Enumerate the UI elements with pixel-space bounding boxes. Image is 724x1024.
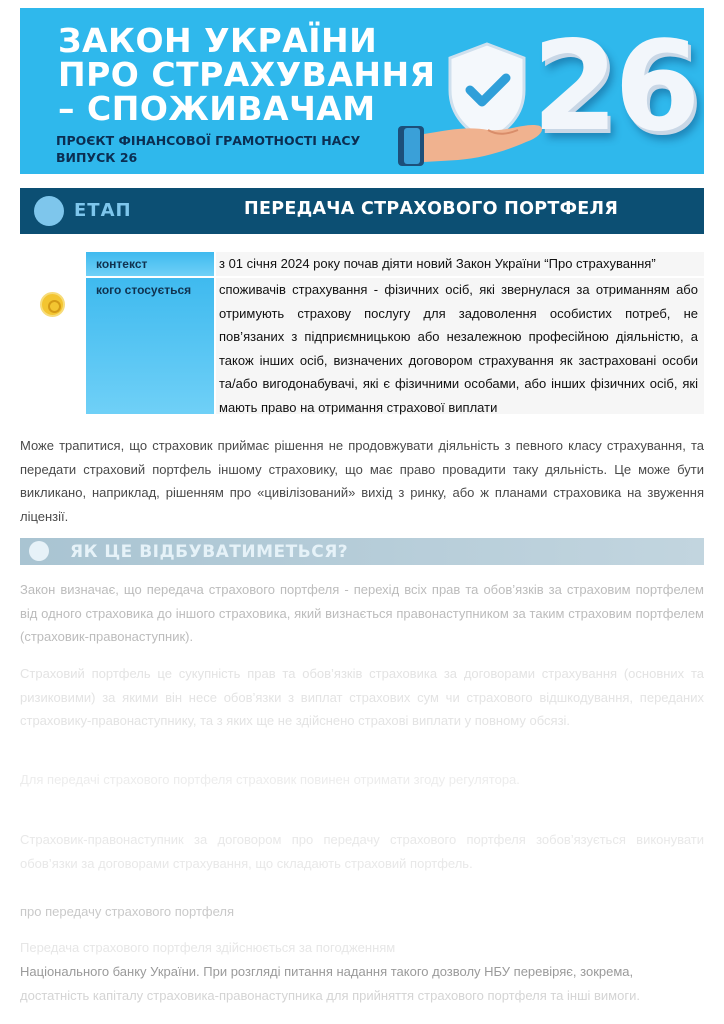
context-table [86,252,704,414]
context-text: з 01 січня 2024 року почав діяти новий Закон України “Про страхування” [216,252,704,276]
banner-subtitle: ПРОЄКТ ФІНАНСОВОЇ ГРАМОТНОСТІ НАСУ ВИПУСК 26 [56,133,361,165]
section-header [20,538,704,565]
hand-icon [398,112,548,172]
stage-title: ПЕРЕДАЧА СТРАХОВОГО ПОРТФЕЛЯ [244,199,619,219]
banner-title: ЗАКОН УКРАЇНИ ПРО СТРАХУВАННЯ – СПОЖИВАЧАМ [58,21,436,128]
body-paragraph: достатність капіталу страховика-правонаступника для прийняття страхового портфеля та інші вимоги. [20,988,640,1003]
stage-bar [20,188,704,234]
body-paragraph: Страховик-правонаступник за договором про передачу страхового портфеля зобов’язується виконувати обов’язки за договорами страхування, що складають страховий портфель. [20,832,704,871]
audience-text: споживачів страхування - фізичних осіб, які звернулася за отриманням або отримують страхову послугу для задоволення особистих потреб, не пов’язаних з підприємницькою або незалежною професійною діяльністю, а також інших осіб, визначених договором страхування як застраховані особи та/або вигодонабувачі, які є фізичними особами, або інших фізичних осіб, які мають право на отримання страхової виплати [216,278,704,414]
stage-label: ЕТАП [74,200,132,221]
section-title: ЯК ЦЕ ВІДБУВАТИМЕТЬСЯ? [70,542,349,562]
body-paragraph: Страховий портфель це сукупність прав та обов’язків страховика за договорами страхування (основних та ризиковими) за якими він несе обов’язки з виплат страхових сум чи страхового відшкодування, переданих страховику-правонаступнику, та з яких ще не здійснено страхові виплати у повному обсязі. [20,666,704,728]
context-label: контекст [86,252,214,276]
body-paragraph: Передача страхового портфеля здійснюється за погодженням [20,940,396,955]
coin-icon [40,292,65,317]
table-row [86,276,704,414]
audience-label: кого стосується [86,278,214,414]
stage-icon [34,196,64,226]
issue-number: 26 [532,15,697,159]
body-paragraph: Національного банку України. При розгляді питання надання такого дозволу НБУ перевіряє, зокрема, [20,964,634,979]
intro-paragraph: Може трапитися, що страховик приймає рішення не продовжувати діяльність з певного класу страхування, та передати страховий портфель іншому страховику, що має право провадити таку дяльність. Це може бути викликано, наприклад, рішенням про «цивілізований» вихід з ринку, або ж планами страховика на звуження ліцензії. [20,438,704,524]
section-icon [29,541,49,561]
body-paragraph: про передачу страхового портфеля [20,904,235,919]
body-paragraph: Закон визначає, що передача страхового портфеля - перехід всіх прав та обов’язків за страховим портфелем від одного страховика до іншого страховика, який визнається правонаступником за таким страховим портфелем (страховик-правонаступник). [20,582,704,644]
table-row [86,252,704,276]
header-banner [20,8,704,174]
body-paragraph: Для передачі страхового портфеля страховик повинен отримати згоду регулятора. [20,772,520,787]
